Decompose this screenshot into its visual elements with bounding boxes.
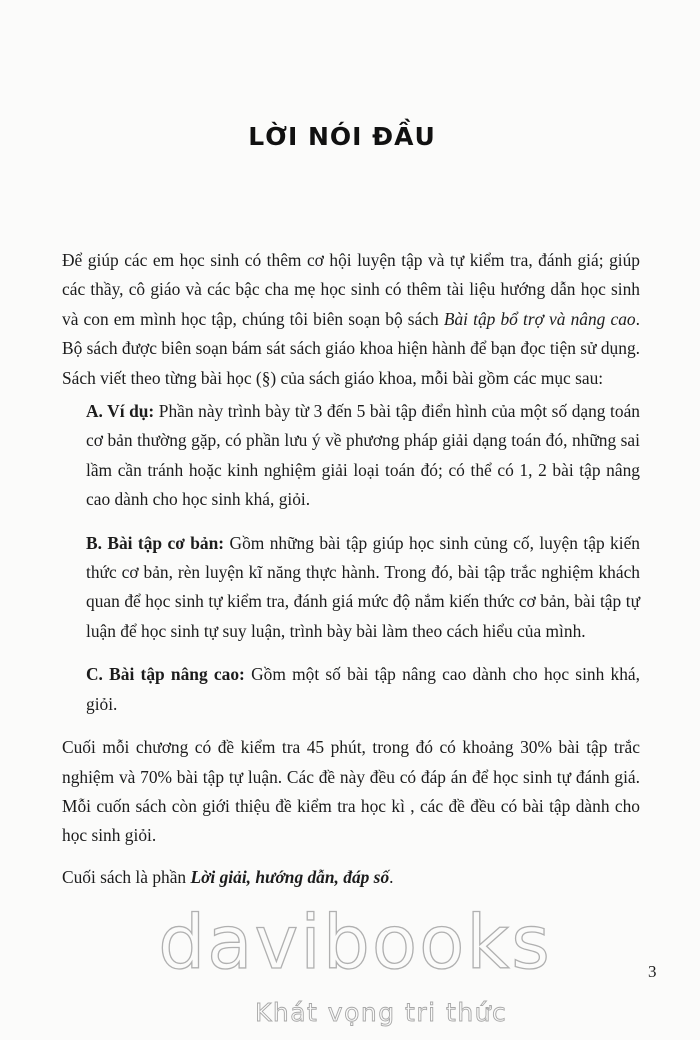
page-number: 3 — [648, 962, 657, 981]
section-text-a: Phần này trình bày từ 3 đến 5 bài tập điển hình của một số dạng toán cơ bản thường gặp, có phần lưu ý về phương pháp giải dạng toán đó, những sai lầm cần tránh hoặc kinh nghiệm giải loại toán đó; có thể có 1, 2 bài tập nâng cao dành cho học sinh khá, giỏi. — [86, 401, 640, 510]
section-label-b: B. Bài tập cơ bản: — [86, 532, 225, 553]
chapter-end-paragraph: Cuối mỗi chương có đề kiểm tra 45 phút, trong đó có khoảng 30% bài tập trắc nghiệm và 70% bài tập tự luận. Các đề này đều có đáp án để học sinh tự đánh giá. Mỗi cuốn sách còn giới thiệu đề kiểm tra học kì , các đề đều có bài tập dành cho học sinh giỏi. — [62, 737, 640, 846]
section-item-c — [86, 660, 640, 719]
page-title: LỜI NÓI ĐẦU — [248, 122, 436, 151]
section-label-c: C. Bài tập nâng cao: — [86, 664, 245, 685]
preface-body — [62, 246, 640, 892]
section-label-a: A. Ví dụ: — [86, 401, 155, 422]
book-end-paragraph — [62, 863, 640, 892]
answers-section-title: Lời giải, hướng dẫn, đáp số — [190, 866, 390, 887]
intro-text-start: Để giúp các em học sinh có thêm cơ hội luyện tập và tự kiểm tra, đánh giá; giúp các thầy, cô giáo và các bậc cha mẹ học sinh có thêm tài liệu hướng dẫn học sinh và con em mình học tập, chúng tôi biên soạn bộ sách — [62, 250, 640, 329]
section-item-a — [86, 397, 640, 515]
section-text-c: Gồm một số bài tập nâng cao dành cho học sinh khá, giỏi. — [86, 664, 641, 714]
section-text-b: Gồm những bài tập giúp học sinh củng cố, luyện tập kiến thức cơ bản, rèn luyện kĩ năng thực hành. Trong đó, bài tập trắc nghiệm khách quan để học sinh tự kiểm tra, đánh giá mức độ nắm kiến thức cơ bản, bài tập tự luận để học sinh tự suy luận, trình bày bài làm theo cách hiểu của mình. — [86, 532, 640, 641]
watermark-slogan: Khát vọng tri thức — [255, 998, 508, 1027]
section-item-b — [86, 529, 640, 647]
intro-text-end: . Bộ sách được biên soạn bám sát sách giáo khoa hiện hành để bạn đọc tiện sử dụng. Sách viết theo từng bài học (§) của sách giáo khoa, mỗi bài gồm các mục sau: — [62, 308, 640, 388]
intro-paragraph — [62, 246, 640, 393]
book-end-text-start: Cuối sách là phần — [62, 866, 191, 887]
watermark-logo: davibooks — [158, 900, 552, 986]
book-end-text-end: . — [389, 866, 394, 887]
book-series-title: Bài tập bổ trợ và nâng cao — [443, 308, 636, 329]
